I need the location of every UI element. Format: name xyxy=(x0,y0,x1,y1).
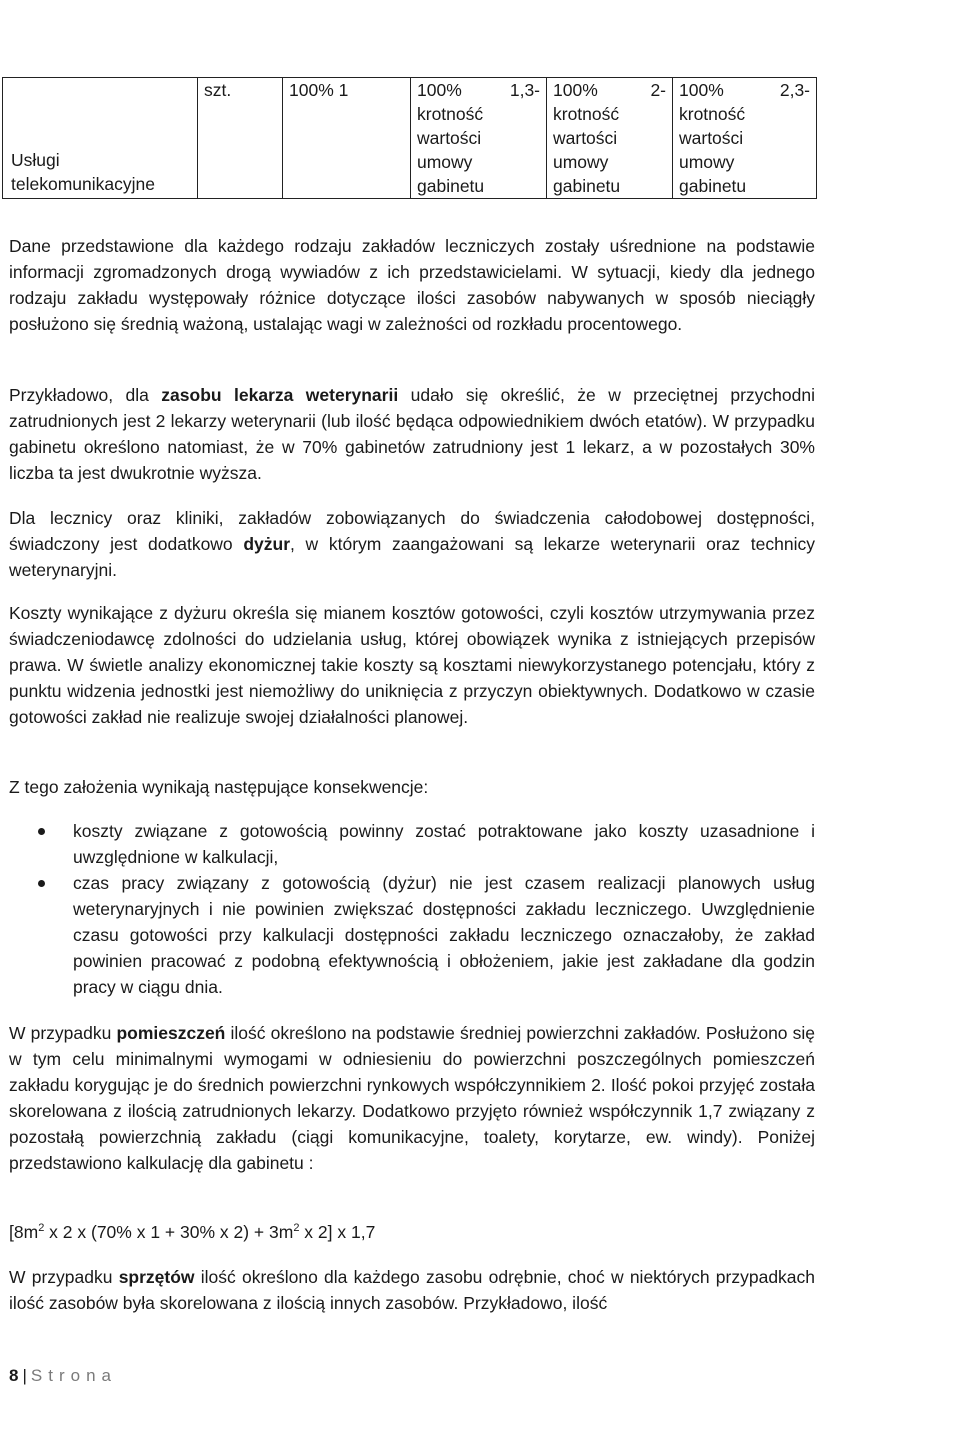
price-cell-1 xyxy=(283,78,411,199)
price-2-line: wartości xyxy=(417,128,482,148)
consequences-list xyxy=(9,818,815,1000)
page-footer xyxy=(9,1364,117,1388)
price-2-multiplier: 1,3- xyxy=(509,80,540,100)
price-4-line: krotność xyxy=(679,104,746,124)
paragraph-text: W przypadku xyxy=(9,1267,119,1287)
price-3-line: krotność xyxy=(553,104,620,124)
formula-exponent: 2 xyxy=(38,1222,45,1234)
price-3-percent: 100% xyxy=(553,80,598,100)
services-table xyxy=(2,77,817,199)
emphasis-term: pomieszczeń xyxy=(116,1023,226,1043)
list-item-text: koszty związane z gotowością powinny zostać potraktowane jako koszty uzasadnione i uwzględnione w kalkulacji, xyxy=(73,821,815,867)
page-number: 8 xyxy=(9,1366,19,1385)
paragraph-readiness-costs: Koszty wynikające z dyżuru określa się mianem kosztów gotowości, czyli kosztów utrzymywania przez świadczeniodawcę zdolności do udzielania usług, której obowiązek wynika z istniejących przepisów prawa. W świetle analizy ekonomicznej takie koszty są kosztami niewykorzystanego potencjału, który z punktu widzenia jednostki jest niemożliwy do uniknięcia z przyczyn obiektywnych. Dodatkowo w czasie gotowości zakład nie realizuje swojej działalności planowej. xyxy=(9,603,815,727)
emphasis-term: zasobu lekarza weterynarii xyxy=(161,385,399,405)
list-item-text: czas pracy związany z gotowością (dyżur) nie jest czasem realizacji planowych usług weterynaryjnych i nie powinien zwiększać dostępności zakładu leczniczego. Uwzględnienie czasu gotowości przy kalkulacji dostępności zakładu leczniczego oznaczałoby, że zakład powinien pracować z podobną efektywnością i obłożeniem, jakie jest zakładane dla godzin pracy w ciągu dnia. xyxy=(73,873,815,997)
paragraph-text: Dla lecznicy oraz kliniki, zakładów zobowiązanych do świadczenia całodobowej dostępności, świadczony jest dodatkowo xyxy=(9,508,815,554)
paragraph-data-averaging: Dane przedstawione dla każdego rodzaju zakładów leczniczych zostały uśrednione na podstawie informacji zgromadzonych drogą wywiadów z ich przedstawicielami. W sytuacji, kiedy dla jednego rodzaju zakładu występowały różnice dotyczące ilości zasobów nabywanych w sposób nieciągły posłużono się średnią ważoną, ustalając wagi w zależności od rozkładu procentowego. xyxy=(9,236,815,334)
price-4-line: wartości xyxy=(679,128,744,148)
price-4-line: umowy xyxy=(679,152,735,172)
area-formula xyxy=(9,1219,375,1245)
paragraph-text: ilość określono na podstawie średniej powierzchni zakładów. Posłużono się w tym celu minimalnymi wymogami w odniesieniu do powierzchni poszczególnych pomieszczeń zakładu korygując je do średnich powierzchni rynkowych współczynnikiem 2. Ilość pokoi przyjęć została skorelowana z ilością zatrudnionych lekarzy. Dodatkowo przyjęto również współczynnik 1,7 związany z pozostałą powierzchnią zakładu (ciągi komunikacyjne, toalety, korytarze, ew. windy). Poniżej przedstawiono kalkulację dla gabinetu : xyxy=(9,1023,815,1173)
paragraph-duty xyxy=(9,505,815,583)
bullet-icon xyxy=(38,828,45,835)
price-2-line: krotność xyxy=(417,104,484,124)
formula-exponent: 2 xyxy=(293,1222,300,1234)
price-cell-2 xyxy=(411,78,547,199)
paragraph-text: Przykładowo, dla xyxy=(9,385,162,405)
price-cell-3 xyxy=(547,78,673,199)
formula-text: [8m xyxy=(9,1222,39,1242)
emphasis-term: dyżur xyxy=(243,534,291,554)
table-row xyxy=(3,78,817,199)
service-name-cell xyxy=(3,78,198,199)
paragraph-text: udało się określić, że w przeciętnej przychodni zatrudnionych jest 2 lekarzy weterynarii (lub ilość będąca odpowiednikiem dwóch etatów). W przypadku gabinetu określono natomiast, że w 70% gabinetów zatrudniony jest 1 lekarz, a w pozostałych 30% liczba ta jest dwukrotnie wyższa. xyxy=(9,385,815,483)
list-item xyxy=(9,818,815,870)
price-2-percent: 100% xyxy=(417,80,462,100)
paragraph-rooms xyxy=(9,1020,815,1176)
formula-text: x 2 x (70% x 1 + 30% x 2) + 3m xyxy=(44,1222,294,1242)
price-3-line: umowy xyxy=(553,152,609,172)
price-2-line: gabinetu xyxy=(417,176,485,196)
emphasis-term: sprzętów xyxy=(118,1267,195,1287)
price-cell-4 xyxy=(673,78,817,199)
paragraph-text: ilość określono dla każdego zasobu odrębnie, choć w niektórych przypadkach ilość zasobów była skorelowana z ilością innych zasobów. Przykładowo, ilość xyxy=(9,1267,816,1313)
list-item xyxy=(9,870,815,1000)
footer-separator: | xyxy=(22,1366,27,1385)
paragraph-consequences-intro: Z tego założenia wynikają następujące konsekwencje: xyxy=(9,777,429,797)
price-2-line: umowy xyxy=(417,152,473,172)
service-name: Usługi telekomunikacyjne xyxy=(11,150,155,194)
paragraph-equipment xyxy=(9,1264,815,1316)
footer-label: Strona xyxy=(30,1366,117,1385)
price-3-line: wartości xyxy=(553,128,618,148)
unit-label: szt. xyxy=(204,80,232,100)
price-4-line: gabinetu xyxy=(679,176,747,196)
price-1-text: 100% 1 xyxy=(289,80,349,100)
price-4-percent: 100% xyxy=(679,80,724,100)
price-3-multiplier: 2- xyxy=(650,80,666,100)
bullet-icon xyxy=(38,880,45,887)
paragraph-text: , w którym zaangażowani są lekarze weterynarii oraz technicy weterynaryjni. xyxy=(9,534,815,580)
paragraph-text: W przypadku xyxy=(9,1023,117,1043)
price-3-line: gabinetu xyxy=(553,176,621,196)
price-4-multiplier: 2,3- xyxy=(779,80,810,100)
unit-cell xyxy=(198,78,283,199)
paragraph-vet-resource xyxy=(9,382,815,486)
formula-text: x 2] x 1,7 xyxy=(299,1222,376,1242)
